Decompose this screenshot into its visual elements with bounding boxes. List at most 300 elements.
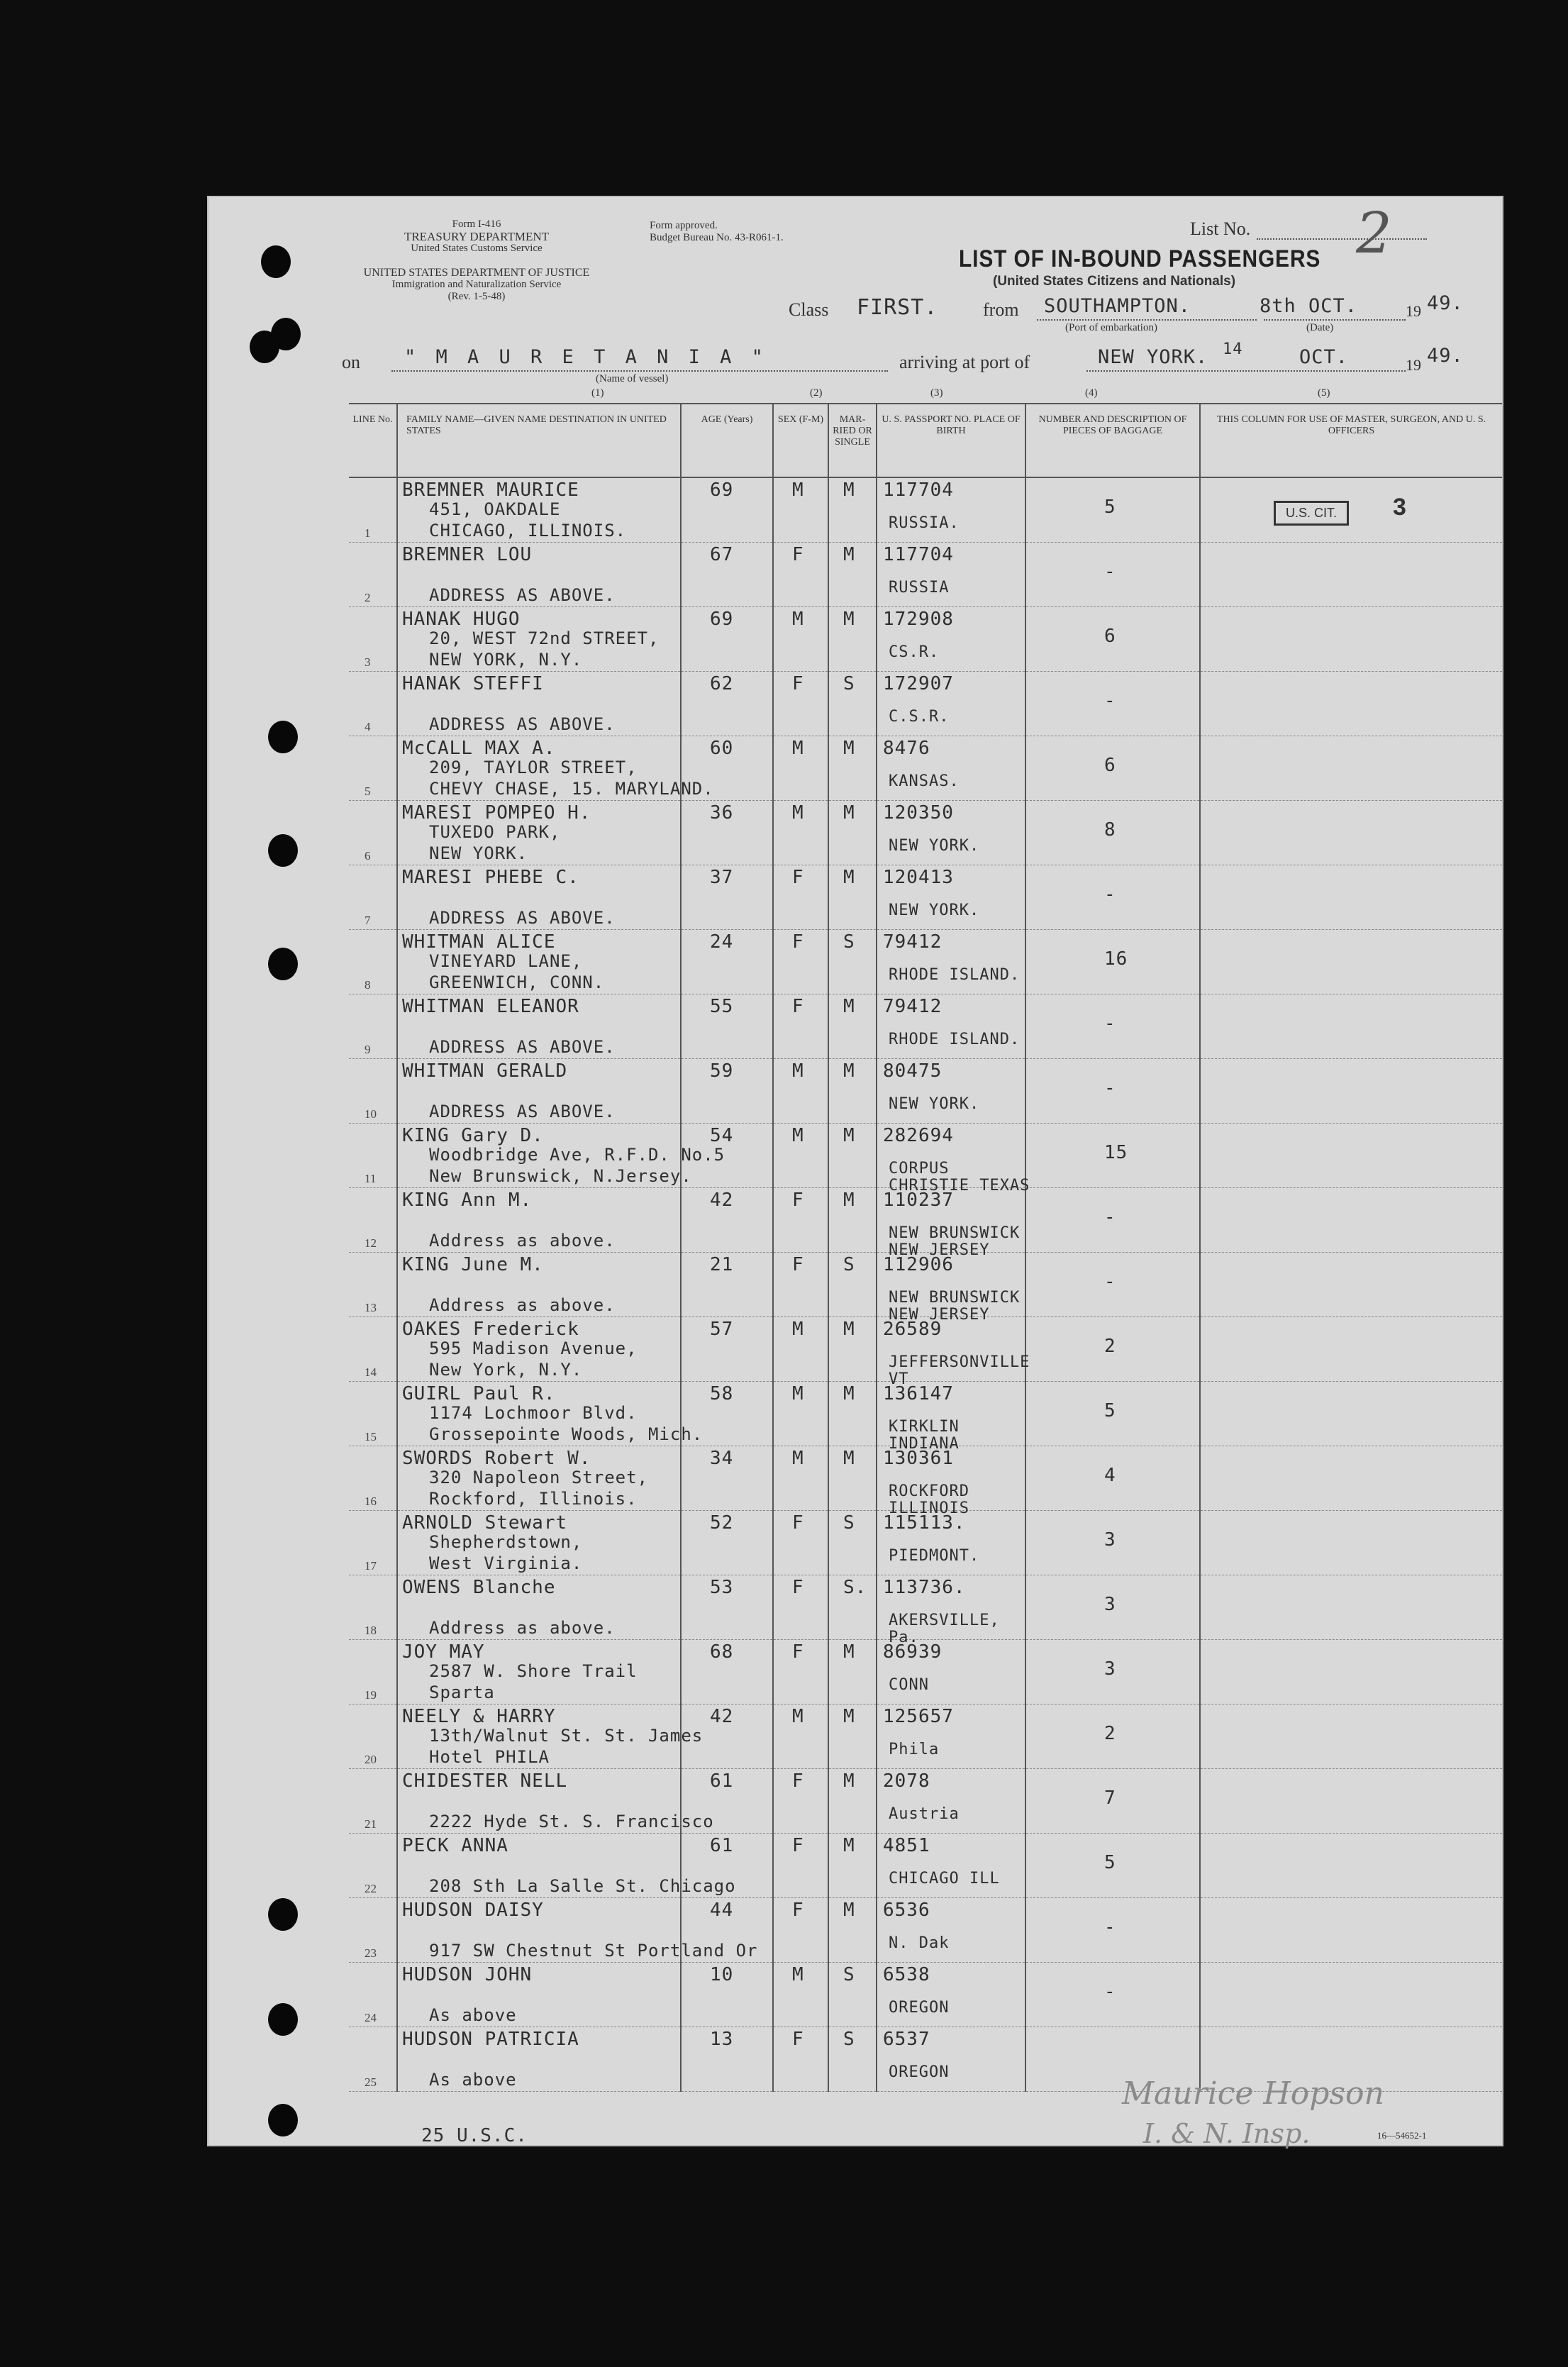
table-row <box>349 1963 1502 2027</box>
footer-statute: 25 U.S.C. <box>421 2125 528 2146</box>
place-of-birth: CHICAGO ILL <box>889 1870 1000 1887</box>
address-line-2: Address as above. <box>429 1231 616 1251</box>
list-no-line <box>1257 238 1427 240</box>
sex: F <box>792 1835 804 1856</box>
marital-status: M <box>843 480 855 501</box>
passenger-name: KING June M. <box>402 1254 544 1275</box>
marital-status: M <box>843 1448 855 1469</box>
address-line-1: Woodbridge Ave, R.F.D. No.5 <box>429 1145 725 1165</box>
treasury-department: TREASURY DEPARTMENT <box>404 230 550 243</box>
baggage-count: 5 <box>1104 1852 1116 1873</box>
header-passport: U. S. PASSPORT NO. PLACE OF BIRTH <box>877 404 1025 477</box>
table-row <box>349 1317 1502 1382</box>
header-name: FAMILY NAME—GIVEN NAME DESTINATION IN UNITED STATES <box>397 404 681 477</box>
class-label: Class <box>789 299 829 320</box>
passenger-name: WHITMAN ALICE <box>402 931 556 953</box>
page-title: LIST OF IN-BOUND PASSENGERS <box>959 245 1321 272</box>
baggage-count: - <box>1104 1981 1116 2002</box>
place-of-birth: C.S.R. <box>889 708 950 726</box>
baggage-count: 3 <box>1104 1594 1116 1615</box>
sex: F <box>792 2029 804 2050</box>
address-line-2: Address as above. <box>429 1618 616 1638</box>
passenger-name: KING Ann M. <box>402 1190 533 1211</box>
marital-status: S <box>843 1512 855 1534</box>
passenger-name: BREMNER MAURICE <box>402 480 579 501</box>
address-line-1: 20, WEST 72nd STREET, <box>429 628 660 648</box>
passenger-name: MARESI PHEBE C. <box>402 867 579 888</box>
address-line-2: West Virginia. <box>429 1553 583 1573</box>
address-line-2: 208 Sth La Salle St. Chicago <box>429 1876 736 1896</box>
baggage-count: 16 <box>1104 948 1128 970</box>
passenger-name: HUDSON PATRICIA <box>402 2029 579 2050</box>
address-line-2: CHICAGO, ILLINOIS. <box>429 521 627 541</box>
port-embarkation: SOUTHAMPTON. <box>1044 295 1191 317</box>
place-of-birth: NEW YORK. <box>889 1095 980 1113</box>
place-of-birth: CONN <box>889 1676 929 1694</box>
passenger-name: WHITMAN GERALD <box>402 1060 568 1082</box>
arrival-year: 49. <box>1427 345 1464 367</box>
table-row <box>349 1704 1502 1769</box>
passport-number: 6537 <box>883 2029 930 2050</box>
form-header-justice <box>328 267 625 303</box>
passport-number: 115113. <box>883 1512 966 1534</box>
age: 53 <box>710 1577 734 1598</box>
line-number: 19 <box>365 1688 377 1702</box>
line-number: 15 <box>365 1430 377 1443</box>
address-line-1: 13th/Walnut St. St. James <box>429 1726 704 1746</box>
punch-hole <box>261 245 291 278</box>
sex: F <box>792 1577 804 1598</box>
passenger-name: GUIRL Paul R. <box>402 1383 556 1404</box>
port-line <box>1037 319 1257 321</box>
year-prefix: 19 <box>1406 302 1421 320</box>
address-line-2: NEW YORK, N.Y. <box>429 650 583 670</box>
table-row <box>349 1253 1502 1317</box>
passenger-name: HANAK HUGO <box>402 609 521 630</box>
vessel-name: " M A U R E T A N I A " <box>404 346 767 368</box>
sex: F <box>792 1770 804 1792</box>
address-line-1: 2587 W. Shore Trail <box>429 1661 638 1681</box>
line-number: 6 <box>365 849 371 863</box>
line-number: 5 <box>365 785 371 798</box>
page-subtitle: (United States Citizens and Nationals) <box>993 274 1236 289</box>
age: 67 <box>710 544 734 565</box>
age: 59 <box>710 1060 734 1082</box>
passport-number: 120413 <box>883 867 954 888</box>
sex: M <box>792 1706 804 1727</box>
passport-number: 130361 <box>883 1448 954 1469</box>
year-value: 49. <box>1427 292 1464 314</box>
line-number: 4 <box>365 720 371 733</box>
marital-status: M <box>843 1770 855 1792</box>
passenger-name: CHIDESTER NELL <box>402 1770 568 1792</box>
form-approval <box>650 220 784 244</box>
address-line-2: ADDRESS AS ABOVE. <box>429 714 616 734</box>
punch-hole <box>268 721 298 753</box>
marital-status: M <box>843 802 855 824</box>
passport-number: 2078 <box>883 1770 930 1792</box>
age: 36 <box>710 802 734 824</box>
baggage-count: - <box>1104 884 1116 905</box>
baggage-count: 6 <box>1104 755 1116 776</box>
age: 55 <box>710 996 734 1017</box>
place-of-birth: KANSAS. <box>889 772 960 790</box>
passport-number: 125657 <box>883 1706 954 1727</box>
place-of-birth: N. Dak <box>889 1934 950 1952</box>
line-number: 1 <box>365 526 371 540</box>
baggage-count: 5 <box>1104 1400 1116 1421</box>
age: 42 <box>710 1190 734 1211</box>
passport-number: 26589 <box>883 1319 943 1340</box>
address-line-2: New Brunswick, N.Jersey. <box>429 1166 692 1186</box>
line-number: 12 <box>365 1236 377 1250</box>
punch-hole <box>268 834 298 867</box>
age: 10 <box>710 1964 734 1985</box>
baggage-count: 5 <box>1104 497 1116 518</box>
line-number: 13 <box>365 1301 377 1314</box>
sex: M <box>792 1125 804 1146</box>
age: 34 <box>710 1448 734 1469</box>
stamp-number: 3 <box>1393 494 1406 521</box>
address-line-2: ADDRESS AS ABOVE. <box>429 1037 616 1057</box>
age: 52 <box>710 1512 734 1534</box>
passport-number: 4851 <box>883 1835 930 1856</box>
sex: M <box>792 480 804 501</box>
line-number: 2 <box>365 591 371 604</box>
marital-status: M <box>843 738 855 759</box>
passport-number: 282694 <box>883 1125 954 1146</box>
baggage-count: 3 <box>1104 1529 1116 1551</box>
marital-status: S <box>843 931 855 953</box>
sex: F <box>792 1641 804 1663</box>
form-header-treasury <box>384 218 569 255</box>
passport-number: 120350 <box>883 802 954 824</box>
passenger-name: HANAK STEFFI <box>402 673 544 694</box>
address-line-1: 1174 Lochmoor Blvd. <box>429 1403 638 1423</box>
age: 24 <box>710 931 734 953</box>
sex: F <box>792 1254 804 1275</box>
line-number: 17 <box>365 1559 377 1573</box>
baggage-count: 4 <box>1104 1465 1116 1486</box>
marital-status: S <box>843 1254 855 1275</box>
line-number: 11 <box>365 1172 377 1185</box>
passport-number: 6538 <box>883 1964 930 1985</box>
address-line-2: Rockford, Illinois. <box>429 1489 638 1509</box>
marital-status: M <box>843 1641 855 1663</box>
sex: F <box>792 673 804 694</box>
baggage-count: 2 <box>1104 1723 1116 1744</box>
address-line-1: VINEYARD LANE, <box>429 951 583 971</box>
address-line-2: As above <box>429 2005 517 2025</box>
age: 57 <box>710 1319 734 1340</box>
table-row <box>349 801 1502 865</box>
form-approved: Form approved. <box>650 220 718 231</box>
marital-status: M <box>843 544 855 565</box>
place-of-birth: NEW YORK. <box>889 837 980 855</box>
sex: M <box>792 1448 804 1469</box>
address-line-2: ADDRESS AS ABOVE. <box>429 585 616 605</box>
marital-status: M <box>843 609 855 630</box>
vessel-line <box>391 370 888 372</box>
baggage-count: - <box>1104 561 1116 582</box>
punch-hole <box>268 2104 298 2136</box>
table-row <box>349 1382 1502 1446</box>
address-line-1: TUXEDO PARK, <box>429 822 561 842</box>
passenger-name: OWENS Blanche <box>402 1577 556 1598</box>
column-3-marker: (3) <box>930 387 943 399</box>
address-line-2: Grossepointe Woods, Mich. <box>429 1424 704 1444</box>
table-row <box>349 1898 1502 1963</box>
passenger-name: HUDSON JOHN <box>402 1964 533 1985</box>
marital-status: M <box>843 867 855 888</box>
header-married: MAR-RIED OR SINGLE <box>828 404 877 477</box>
punch-hole <box>271 318 301 350</box>
marital-status: S <box>843 2029 855 2050</box>
address-line-2: New York, N.Y. <box>429 1360 583 1380</box>
passenger-name: MARESI POMPEO H. <box>402 802 591 824</box>
inspector-signature: Maurice Hopson <box>1122 2075 1384 2112</box>
line-number: 20 <box>365 1753 377 1766</box>
sex: F <box>792 1190 804 1211</box>
age: 69 <box>710 480 734 501</box>
place-of-birth: NEW BRUNSWICK NEW JERSEY <box>889 1224 1021 1259</box>
age: 69 <box>710 609 734 630</box>
table-row <box>349 1188 1502 1253</box>
place-of-birth: Phila <box>889 1741 940 1758</box>
baggage-count: 15 <box>1104 1142 1128 1163</box>
line-number: 8 <box>365 978 371 992</box>
punch-hole <box>268 2003 298 2036</box>
sex: M <box>792 1060 804 1082</box>
citizenship-stamp: U.S. CIT. <box>1274 501 1349 526</box>
line-number: 7 <box>365 914 371 927</box>
line-number: 25 <box>365 2075 377 2089</box>
place-of-birth: RUSSIA <box>889 579 950 597</box>
place-of-birth: ROCKFORD ILLINOIS <box>889 1482 969 1517</box>
place-of-birth: CORPUS CHRISTIE TEXAS <box>889 1160 1030 1194</box>
marital-status: M <box>843 996 855 1017</box>
place-of-birth: JEFFERSONVILLE VT <box>889 1353 1030 1388</box>
place-of-birth: OREGON <box>889 2063 950 2081</box>
sex: M <box>792 1319 804 1340</box>
table-row <box>349 607 1502 672</box>
address-line-2: NEW YORK. <box>429 843 528 863</box>
column-2-marker: (2) <box>810 387 823 399</box>
passport-number: 6536 <box>883 1900 930 1921</box>
address-line-1: Shepherdstown, <box>429 1532 583 1552</box>
address-line-2: GREENWICH, CONN. <box>429 972 605 992</box>
baggage-count: - <box>1104 690 1116 711</box>
place-of-birth: RUSSIA. <box>889 514 960 532</box>
place-of-birth: NEW BRUNSWICK NEW JERSEY <box>889 1289 1021 1324</box>
age: 60 <box>710 738 734 759</box>
list-no-label: List No. <box>1190 218 1251 239</box>
age: 42 <box>710 1706 734 1727</box>
line-number: 18 <box>365 1624 377 1637</box>
place-of-birth: RHODE ISLAND. <box>889 1031 1021 1048</box>
place-of-birth: AKERSVILLE, Pa. <box>889 1612 1000 1646</box>
table-row <box>349 1446 1502 1511</box>
address-line-1: 320 Napoleon Street, <box>429 1468 648 1487</box>
sex: M <box>792 1383 804 1404</box>
age: 54 <box>710 1125 734 1146</box>
baggage-count: - <box>1104 1207 1116 1228</box>
age: 68 <box>710 1641 734 1663</box>
date-caption: (Date) <box>1306 322 1334 333</box>
date-line <box>1264 319 1406 321</box>
address-line-2: Sparta <box>429 1683 495 1702</box>
passport-number: 172907 <box>883 673 954 694</box>
table-row <box>349 1124 1502 1188</box>
passport-number: 80475 <box>883 1060 943 1082</box>
age: 13 <box>710 2029 734 2050</box>
budget-bureau: Budget Bureau No. 43-R061-1. <box>650 232 784 243</box>
place-of-birth: KIRKLIN INDIANA <box>889 1418 960 1453</box>
header-officers: THIS COLUMN FOR USE OF MASTER, SURGEON, AND U. S. OFFICERS <box>1200 404 1502 477</box>
table-row <box>349 865 1502 930</box>
address-line-2: 2222 Hyde St. S. Francisco <box>429 1812 714 1831</box>
table-row <box>349 1640 1502 1704</box>
column-5-marker: (5) <box>1318 387 1330 399</box>
baggage-count: 7 <box>1104 1787 1116 1809</box>
line-number: 21 <box>365 1817 377 1831</box>
class-value: FIRST. <box>857 295 938 320</box>
age: 21 <box>710 1254 734 1275</box>
marital-status: M <box>843 1319 855 1340</box>
address-line-2: ADDRESS AS ABOVE. <box>429 1102 616 1121</box>
address-line-2: ADDRESS AS ABOVE. <box>429 908 616 928</box>
marital-status: S. <box>843 1577 867 1598</box>
passenger-name: BREMNER LOU <box>402 544 533 565</box>
age: 37 <box>710 867 734 888</box>
table-row <box>349 543 1502 607</box>
marital-status: S <box>843 673 855 694</box>
punch-hole <box>268 948 298 980</box>
table-row <box>349 1834 1502 1898</box>
passport-number: 8476 <box>883 738 930 759</box>
marital-status: S <box>843 1964 855 1985</box>
age: 61 <box>710 1835 734 1856</box>
embark-date: 8th OCT. <box>1260 295 1358 317</box>
address-line-2: As above <box>429 2070 517 2090</box>
footer-form-number: 16—54652-1 <box>1377 2130 1427 2141</box>
passport-number: 79412 <box>883 996 943 1017</box>
arrival-year-prefix: 19 <box>1406 356 1421 374</box>
header-baggage: NUMBER AND DESCRIPTION OF PIECES OF BAGGAGE <box>1025 404 1200 477</box>
passenger-name: NEELY & HARRY <box>402 1706 556 1727</box>
passenger-name: KING Gary D. <box>402 1125 544 1146</box>
line-number: 14 <box>365 1365 377 1379</box>
sex: F <box>792 996 804 1017</box>
passport-number: 110237 <box>883 1190 954 1211</box>
column-4-marker: (4) <box>1085 387 1098 399</box>
sex: F <box>792 1512 804 1534</box>
baggage-count: - <box>1104 1077 1116 1099</box>
table-row <box>349 930 1502 994</box>
line-number: 16 <box>365 1495 377 1508</box>
passport-number: 79412 <box>883 931 943 953</box>
baggage-count: - <box>1104 1271 1116 1292</box>
header-age: AGE (Years) <box>681 404 773 477</box>
sex: F <box>792 931 804 953</box>
address-line-2: Hotel PHILA <box>429 1747 550 1767</box>
sex: F <box>792 544 804 565</box>
place-of-birth: PIEDMONT. <box>889 1547 980 1565</box>
table-row <box>349 672 1502 736</box>
baggage-count: - <box>1104 1917 1116 1938</box>
line-number: 23 <box>365 1946 377 1960</box>
list-no-value: 2 <box>1356 200 1392 266</box>
passenger-name: ARNOLD Stewart <box>402 1512 568 1534</box>
table-row <box>349 1575 1502 1640</box>
arrival-line <box>1086 370 1406 372</box>
port-embarkation-caption: (Port of embarkation) <box>1065 322 1157 333</box>
sex: M <box>792 609 804 630</box>
header-line-no: LINE No. <box>349 404 397 477</box>
from-label: from <box>983 299 1019 320</box>
marital-status: M <box>843 1835 855 1856</box>
table-row <box>349 736 1502 801</box>
form-number: Form I-416 <box>452 218 501 230</box>
sex: F <box>792 1900 804 1921</box>
line-number: 9 <box>365 1043 371 1056</box>
marital-status: M <box>843 1060 855 1082</box>
passenger-table <box>349 403 1502 2092</box>
place-of-birth: RHODE ISLAND. <box>889 966 1021 984</box>
line-number: 22 <box>365 1882 377 1895</box>
arriving-label: arriving at port of <box>899 352 1030 372</box>
column-1-marker: (1) <box>591 387 604 399</box>
address-line-1: 595 Madison Avenue, <box>429 1338 638 1358</box>
sex: M <box>792 1964 804 1985</box>
place-of-birth: OREGON <box>889 1999 950 2017</box>
manifest-sheet <box>207 196 1503 2149</box>
inspector-title: I. & N. Insp. <box>1143 2118 1311 2149</box>
baggage-count: 2 <box>1104 1336 1116 1357</box>
punch-hole <box>268 1898 298 1931</box>
address-line-2: 917 SW Chestnut St Portland Or <box>429 1941 758 1961</box>
passenger-name: JOY MAY <box>402 1641 485 1663</box>
age: 44 <box>710 1900 734 1921</box>
arrival-port: NEW YORK. <box>1098 346 1208 368</box>
header-sex: SEX (F-M) <box>773 404 828 477</box>
sex: M <box>792 738 804 759</box>
passenger-name: PECK ANNA <box>402 1835 508 1856</box>
customs-service: United States Customs Service <box>411 243 543 254</box>
ins-service: Immigration and Naturalization Service <box>391 279 562 290</box>
passport-number: 117704 <box>883 480 954 501</box>
address-line-1: 451, OAKDALE <box>429 499 561 519</box>
table-row <box>349 1511 1502 1575</box>
passenger-name: OAKES Frederick <box>402 1319 579 1340</box>
passport-number: 86939 <box>883 1641 943 1663</box>
age: 58 <box>710 1383 734 1404</box>
place-of-birth: NEW YORK. <box>889 902 980 919</box>
baggage-count: 8 <box>1104 819 1116 841</box>
address-line-1: 209, TAYLOR STREET, <box>429 758 638 777</box>
passport-number: 112906 <box>883 1254 954 1275</box>
arrival-month: OCT. <box>1299 346 1349 368</box>
justice-department: UNITED STATES DEPARTMENT OF JUSTICE <box>363 267 590 279</box>
line-number: 24 <box>365 2011 377 2024</box>
passport-number: 136147 <box>883 1383 954 1404</box>
sex: F <box>792 867 804 888</box>
place-of-birth: CS.R. <box>889 643 940 661</box>
place-of-birth: Austria <box>889 1805 960 1823</box>
sex: M <box>792 802 804 824</box>
passenger-name: WHITMAN ELEANOR <box>402 996 579 1017</box>
passport-number: 113736. <box>883 1577 966 1598</box>
